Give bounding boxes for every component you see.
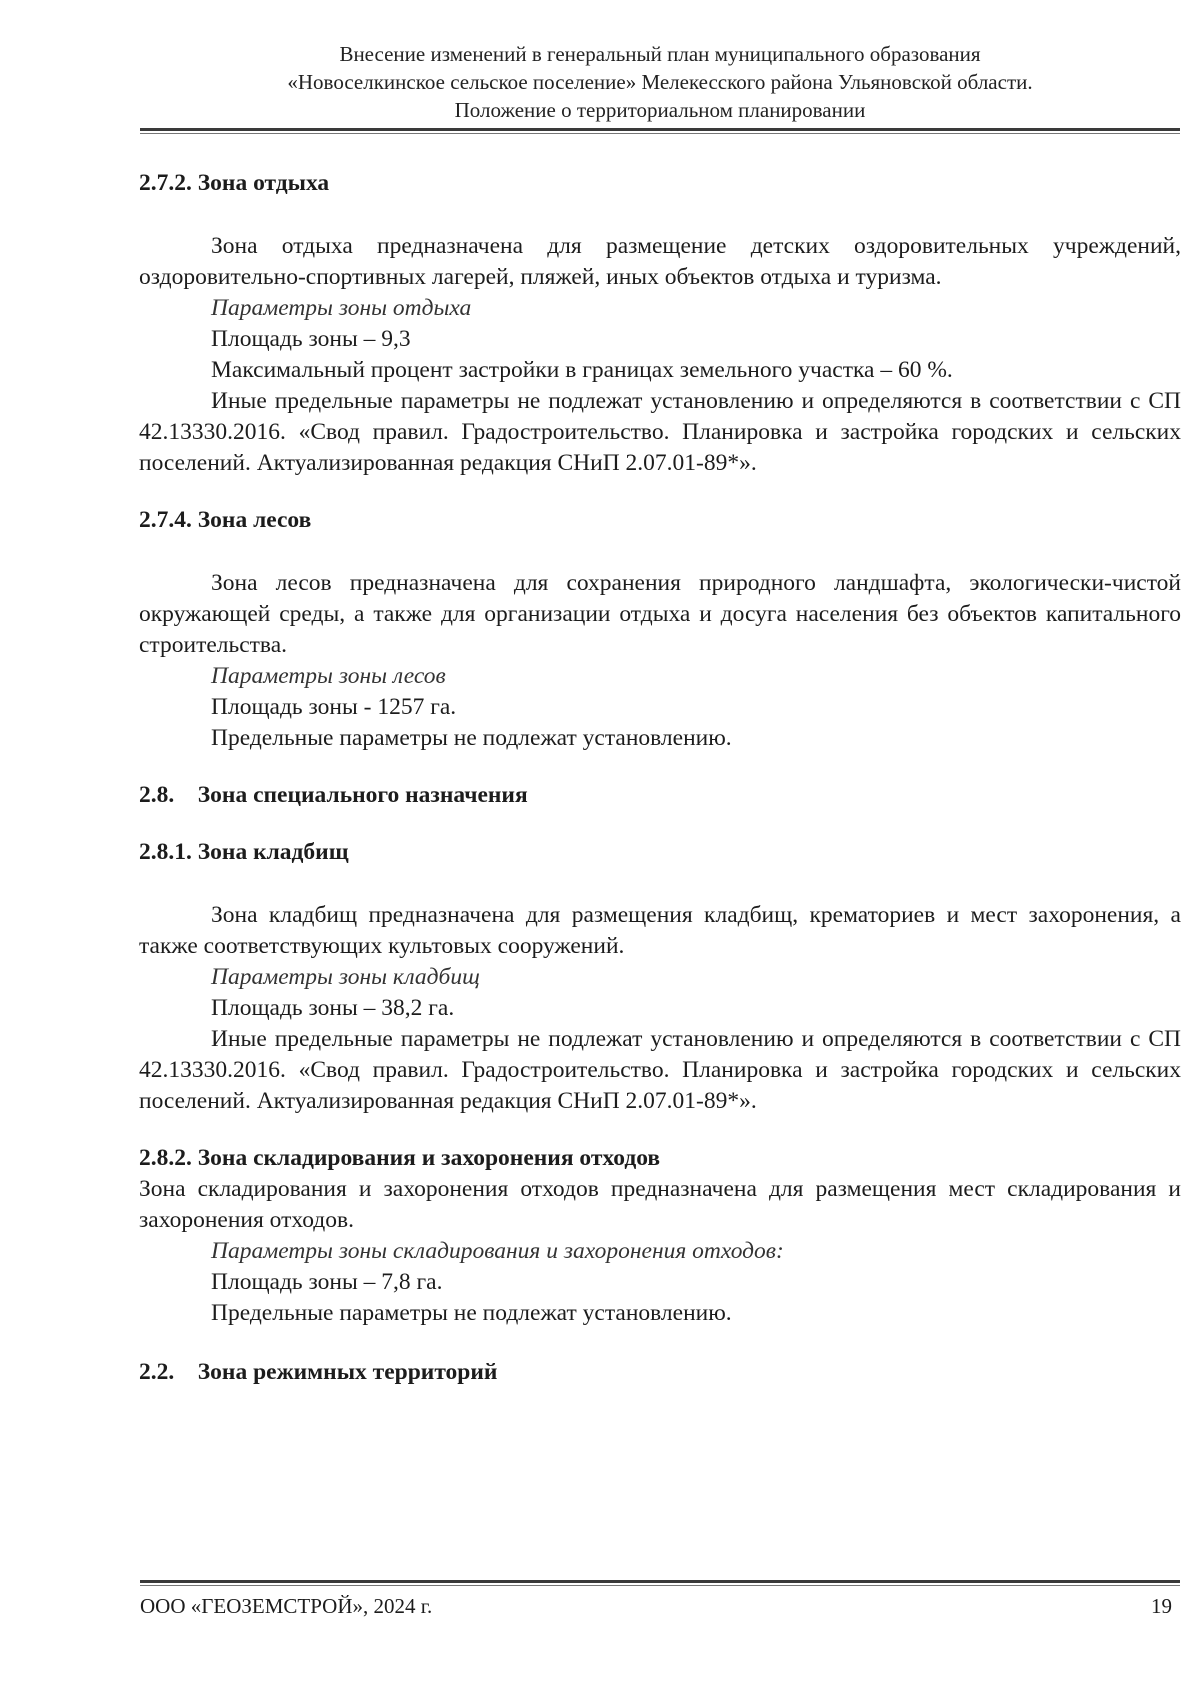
page-header <box>140 40 1180 124</box>
section-title-274: 2.7.4. Зона лесов <box>139 507 312 533</box>
section-282-area: Площадь зоны – 7,8 га. <box>211 1269 443 1295</box>
section-272-params-title: Параметры зоны отдыха <box>211 295 472 321</box>
section-274-limit: Предельные параметры не подлежат установлению. <box>211 725 732 751</box>
footer-divider-thin <box>140 1585 1180 1586</box>
section-title-272: 2.7.2. Зона отдыха <box>139 170 330 196</box>
section-281-intro: Зона кладбищ предназначена для размещения кладбищ, крематориев и мест захоронения, а также соответствующих культовых сооружений. <box>139 902 1181 959</box>
section-281-area: Площадь зоны – 38,2 га. <box>211 995 455 1021</box>
section-title-281: 2.8.1. Зона кладбищ <box>139 839 349 865</box>
page-body <box>139 168 1181 1388</box>
section-272-area: Площадь зоны – 9,3 <box>211 326 411 352</box>
section-title-282: 2.8.2. Зона складирования и захоронения отходов <box>139 1145 661 1171</box>
section-281-other-params: Иные предельные параметры не подлежат установлению и определяются в соответствии с СП 42.13330.2016. «Свод правил. Градостроительство. Планировка и застройка городских и сельских поселений. Актуализированная редакция СНиП 2.07.01-89*». <box>139 1026 1181 1114</box>
section-282-intro: Зона складирования и захоронения отходов предназначена для размещения мест складирования и захоронения отходов. <box>139 1176 1181 1233</box>
header-line-2: «Новоселкинское сельское поселение» Мелекесского района Ульяновской области. <box>287 70 1033 94</box>
section-title-28: 2.8. Зона специального назначения <box>139 782 528 808</box>
header-line-3: Положение о территориальном планировании <box>454 98 866 122</box>
section-282-limit: Предельные параметры не подлежат установлению. <box>211 1300 732 1326</box>
header-divider-thin <box>140 133 1180 134</box>
section-272-max-percent: Максимальный процент застройки в границах земельного участка – 60 %. <box>211 357 953 383</box>
section-274-params-title: Параметры зоны лесов <box>211 663 446 689</box>
section-281-params-title: Параметры зоны кладбищ <box>211 964 480 990</box>
section-282-params-title: Параметры зоны складирования и захоронения отходов: <box>211 1238 784 1264</box>
section-272-intro: Зона отдыха предназначена для размещение детских оздоровительных учреждений, оздоровительно-спортивных лагерей, пляжей, иных объектов отдыха и туризма. <box>139 233 1181 290</box>
page-number: 19 <box>1151 1594 1172 1618</box>
section-274-area: Площадь зоны - 1257 га. <box>211 694 457 720</box>
header-line-1: Внесение изменений в генеральный план муниципального образования <box>339 42 981 66</box>
section-title-22: 2.2. Зона режимных территорий <box>139 1359 498 1385</box>
section-274-intro: Зона лесов предназначена для сохранения природного ландшафта, экологически-чистой окружающей среды, а также для организации отдыха и досуга населения без объектов капитального строительства. <box>139 570 1181 658</box>
section-272-other-params: Иные предельные параметры не подлежат установлению и определяются в соответствии с СП 42.13330.2016. «Свод правил. Градостроительство. Планировка и застройка городских и сельских поселений. Актуализированная редакция СНиП 2.07.01-89*». <box>139 388 1181 476</box>
header-divider-thick <box>140 128 1180 131</box>
footer-company: ООО «ГЕОЗЕМСТРОЙ», 2024 г. <box>140 1594 433 1618</box>
footer-divider-thick <box>140 1580 1180 1583</box>
